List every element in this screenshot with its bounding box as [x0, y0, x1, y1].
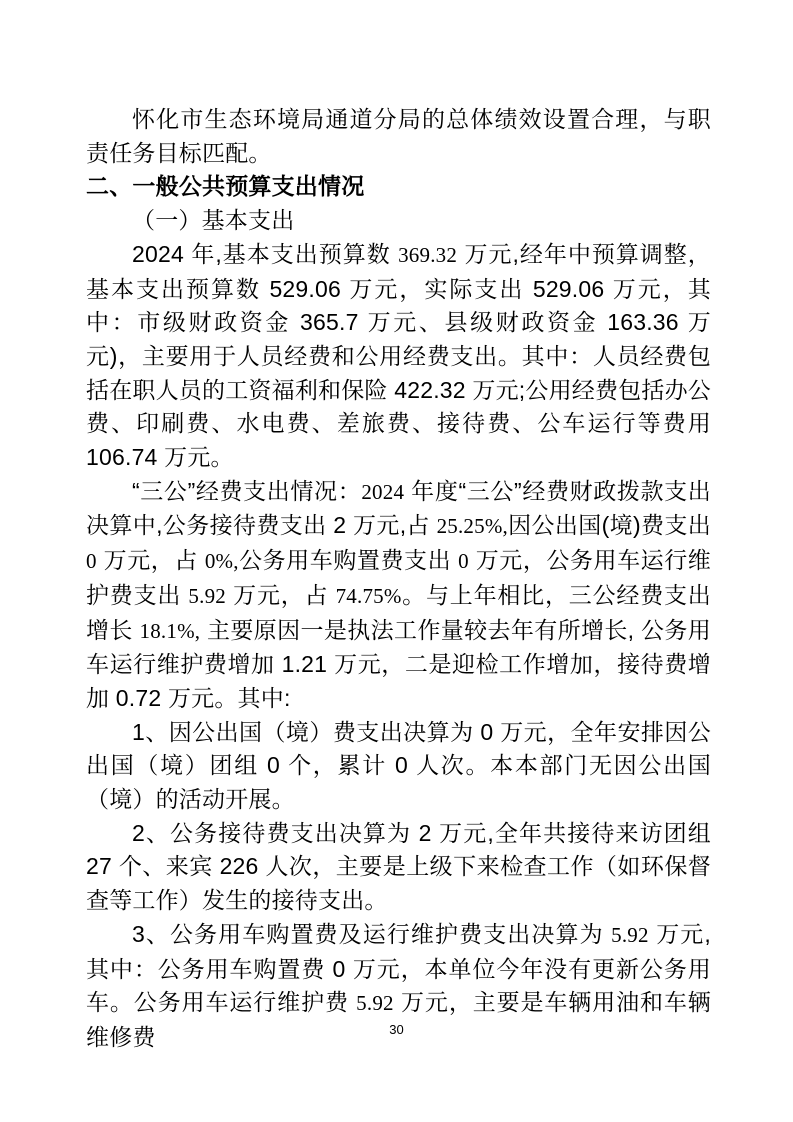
text-segment: 万元，占 [225, 581, 336, 608]
text-segment: 怀化市生态环境局通道分局的总体绩效设置合理，与职责任务目标匹配。 [86, 106, 711, 166]
text-segment: “三公”经费支出情况： [132, 477, 362, 504]
text-segment: 369.32 [398, 242, 458, 267]
para-item-2-official-reception [86, 817, 711, 918]
text-segment: 5.92 [611, 922, 649, 947]
text-segment: 主要原因一是执法工作量较去年有所增长, 公务用车运行维护费增加 1.21 万元，二是迎检工作增加，接待费增加 0.72 万元。其中: [86, 616, 711, 711]
text-segment: 0 [86, 549, 97, 574]
text-segment: 万元，主要是车辆用油和车辆维修费 [86, 989, 711, 1050]
text-segment: 2024 年,基本支出预算数 [132, 240, 399, 267]
heading-subsection-basic-expenditure [86, 204, 711, 238]
text-segment: 25.25%, [436, 514, 508, 539]
text-segment: 万元, 其中：公务用车购置费 0 万元，本单位今年没有更新公务用车。公务用车运行维护费 [86, 920, 711, 1016]
para-three-public-funds-summary [86, 475, 711, 716]
text-segment: 万元，公务用车运行维护费支出 [86, 547, 711, 608]
text-segment: 1、因公出国（境）费支出决算为 0 万元，全年安排因公出国（境）团组 0 个，累计 0 人次。本本部门无因公出国（境）的活动开展。 [86, 718, 711, 813]
text-segment: 。与上年相比，三公经费支出增长 [86, 581, 712, 643]
text-segment: 年度“三公”经费财政拨款支出决算中,公务接待费支出 2 万元,占 [86, 477, 711, 539]
text-segment: （一）基本支出 [132, 207, 295, 234]
text-segment: 万元，占 [96, 547, 205, 574]
text-segment: 74.75% [335, 583, 402, 608]
para-item-1-overseas-trips [86, 716, 711, 817]
text-segment: 0%, [204, 549, 239, 574]
text-segment: 2、公务接待费支出决算为 2 万元,全年共接待来访团组 27 个、来宾 226 人次，主要是上级下来检查工作（如环保督查等工作）发生的接待支出。 [86, 819, 711, 914]
text-segment: 二、一般公共预算支出情况 [86, 173, 365, 200]
text-segment: 万元,经年中预算调整，基本支出预算数 529.06 万元，实际支出 529.06 万元，其中：市级财政资金 365.7 万元、县级财政资金 163.36 万元)，主要用于人员经费和公用经费支出。其中：人员经费包括在职人员的工资福利和保险 422.32 万元;公用经费包括办公费、印刷费、水电费、差旅费、接待费、公车运行等费用 106.74 万元。 [86, 240, 712, 471]
text-segment: 5.92 [356, 991, 394, 1016]
para-performance-conclusion [86, 103, 711, 170]
text-segment: 2024 [361, 479, 405, 504]
para-basic-expenditure-detail [86, 238, 711, 475]
text-segment: 0 [458, 549, 469, 574]
page-number: 30 [389, 1022, 404, 1037]
text-segment: 18.1%, [139, 618, 201, 643]
heading-section-two-public-budget-expenditure [86, 170, 711, 204]
text-segment: 公务用车购置费支出 [238, 547, 459, 574]
text-segment: 3、公务用车购置费及运行维护费支出决算为 [132, 920, 612, 947]
text-segment: 5.92 [188, 583, 226, 608]
document-content [86, 103, 711, 1055]
text-segment: 因公出国(境)费支出 [507, 512, 711, 539]
